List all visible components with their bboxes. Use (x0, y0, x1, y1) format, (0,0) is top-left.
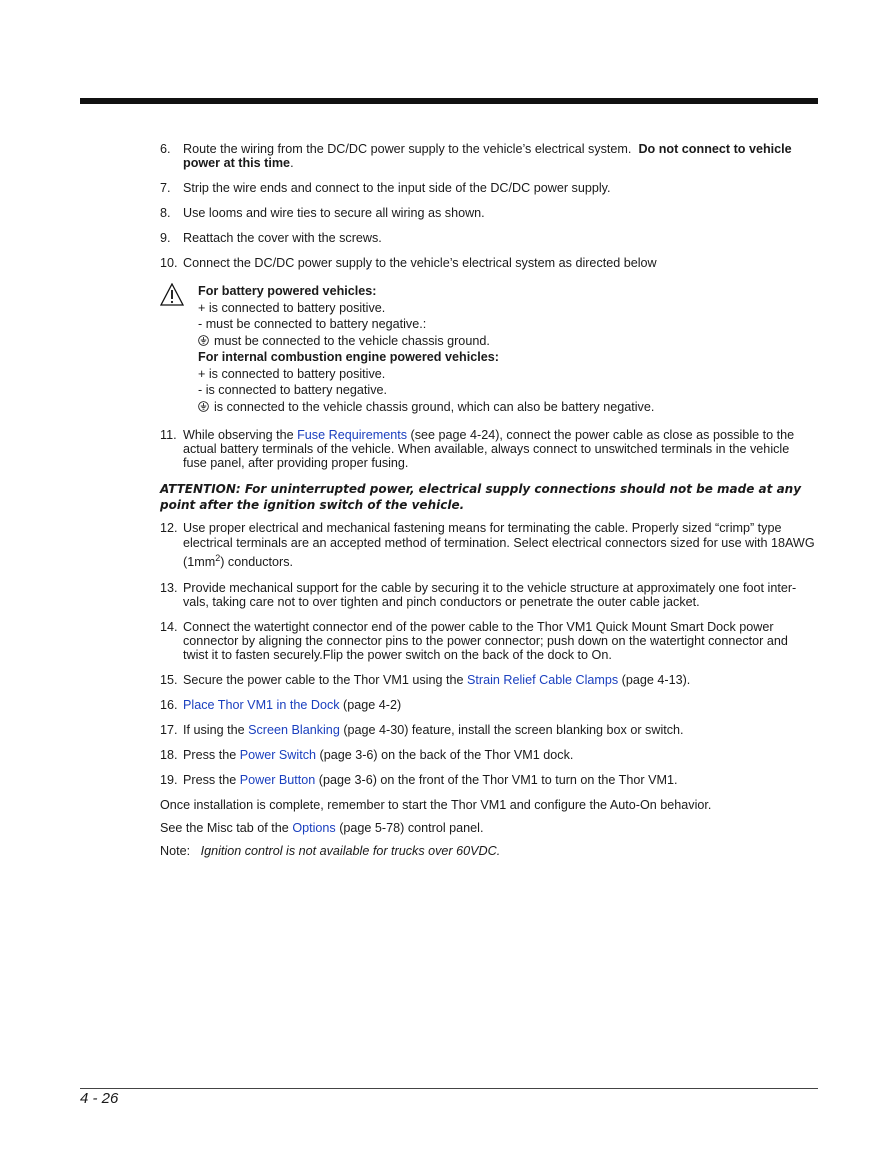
item-number: 18. (160, 748, 178, 763)
page-content (160, 142, 815, 867)
item-text: Strip the wire ends and connect to the input side of the DC/DC power supply. (183, 181, 611, 195)
header-rule (80, 98, 818, 104)
page-number: 4 - 26 (80, 1090, 119, 1107)
warning-heading: For internal combustion engine powered vehicles: (198, 350, 499, 364)
closing-paragraph: Once installation is complete, remember to start the Thor VM1 and configure the Auto-On behavior. (160, 798, 712, 813)
warning-line: is connected to the vehicle chassis ground, which can also be battery negative. (198, 399, 815, 416)
chassis-ground-icon (198, 401, 209, 412)
item-text: Route the wiring from the DC/DC power supply to the vehicle’s electrical system. (183, 142, 632, 156)
list-item: 12. Use proper electrical and mechanical fastening means for terminating the cable. Properly sized “crimp” type electrical terminals are an accepted method of termination. Select electrical connectors sized for use with 18AWG $(1mm^2)$ conductors. (160, 521, 815, 570)
note-text: Ignition control is not available for trucks over 60VDC. (200, 844, 501, 859)
list-item (160, 231, 815, 245)
item-number: 13. (160, 581, 178, 596)
item-number: 15. (160, 673, 178, 688)
warning-line: must be connected to the vehicle chassis ground. (198, 333, 815, 350)
place-in-dock-link[interactable]: Place Thor VM1 in the Dock (183, 698, 340, 713)
item-number: 8. (160, 206, 171, 220)
list-item (160, 206, 815, 220)
power-switch-link[interactable]: Power Switch (239, 748, 316, 763)
list-item: 18. Press the Power Switch (page 3-6) on the back of the Thor VM1 dock. (160, 748, 574, 763)
item-number: 10. (160, 256, 178, 270)
warning-line: - is connected to battery negative. (198, 383, 388, 397)
list-item (160, 181, 815, 195)
item-number: 6. (160, 142, 171, 156)
list-item: 15. Secure the power cable to the Thor VM1 using the Strain Relief Cable Clamps (page 4-13). (160, 673, 691, 688)
note (160, 844, 815, 858)
item-text: Connect the watertight connector end of the power cable to the Thor VM1 Quick Mount Smart Dock power connector by aligning the connector pins to the power connector; push down on the watertight connector and twist it to fasten securely.Flip the power switch on the back of the dock to On. (183, 620, 788, 663)
list-item (160, 620, 815, 662)
item-text: Provide mechanical support for the cable by securing it to the vehicle structure at approximately one foot inter-vals, taking care not to over tighten and pinch conductors or penetrate the outer cable jacket. (183, 581, 797, 610)
warning-box (160, 283, 815, 415)
list-item: 17. If using the Screen Blanking (page 4-30) feature, install the screen blanking box or switch. (160, 723, 684, 738)
item-text: Use looms and wire ties to secure all wiring as shown. (183, 206, 485, 220)
warning-triangle-icon (160, 283, 184, 307)
list-item: 16. Place Thor VM1 in the Dock (page 4-2) (160, 698, 402, 713)
item-number: 7. (160, 181, 171, 195)
warning-heading: For battery powered vehicles: (198, 284, 377, 298)
item-number: 16. (160, 698, 178, 713)
note-label: Note: (160, 844, 191, 859)
item-bold-text: Do not connect to vehicle power at this time (183, 142, 792, 170)
item-number: 11. (160, 428, 177, 442)
list-item: 6. Route the wiring from the DC/DC power supply to the vehicle’s electrical system. Do not connect to vehicle power at this time. (160, 142, 792, 170)
item-number: 12. (160, 521, 178, 535)
list-item (160, 256, 815, 270)
options-paragraph: See the Misc tab of the Options (page 5-78) control panel. (160, 821, 484, 836)
item-number: 19. (160, 773, 178, 788)
item-number: 14. (160, 620, 178, 635)
warning-line: + is connected to battery positive. (198, 300, 386, 315)
item-number: 17. (160, 723, 178, 738)
item-text: Reattach the cover with the screws. (183, 231, 382, 245)
list-item (160, 581, 815, 609)
footer-rule (80, 1088, 818, 1089)
warning-line: - must be connected to battery negative.: (198, 317, 427, 331)
list-item: 11. While observing the Fuse Requirements (see page 4-24), connect the power cable as close as possible to the actual battery terminals of the vehicle. When available, always connect to unswitched terminals in the vehicle fuse panel, after providing proper fusing. (160, 428, 795, 470)
options-link[interactable]: Options (292, 821, 336, 836)
attention-notice: ATTENTION: For uninterrupted power, electrical supply connections should not be made at any point after the ignition switch of the vehicle. (160, 482, 802, 512)
warning-line: + is connected to battery positive. (198, 366, 386, 381)
strain-relief-link[interactable]: Strain Relief Cable Clamps (467, 673, 619, 688)
fuse-requirements-link[interactable]: Fuse Requirements (297, 428, 408, 442)
screen-blanking-link[interactable]: Screen Blanking (248, 723, 340, 738)
list-item: 19. Press the Power Button (page 3-6) on the front of the Thor VM1 to turn on the Thor VM1. (160, 773, 678, 788)
power-button-link[interactable]: Power Button (239, 773, 316, 788)
item-number: 9. (160, 231, 171, 245)
chassis-ground-icon (198, 335, 209, 346)
item-text: Connect the DC/DC power supply to the vehicle’s electrical system as directed below (183, 256, 657, 270)
